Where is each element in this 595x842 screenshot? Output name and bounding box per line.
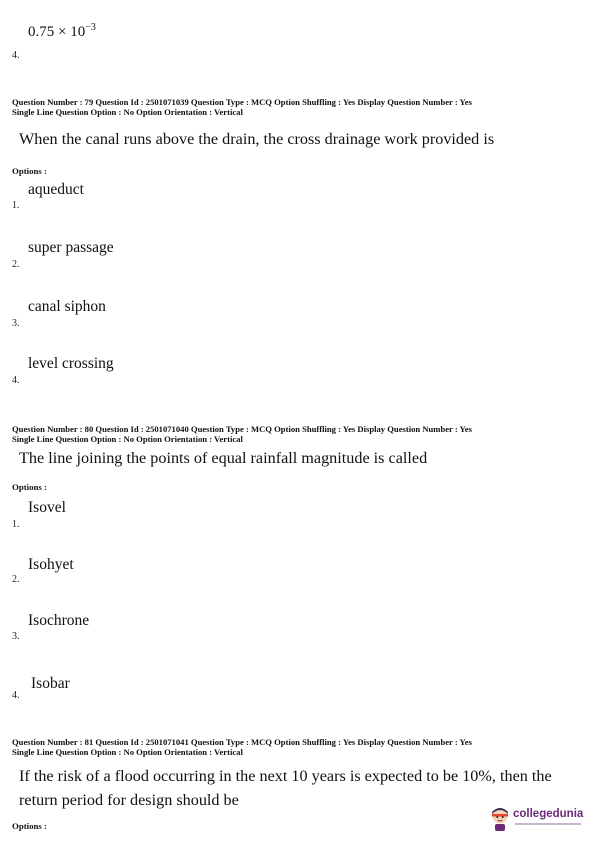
question-meta-line1: Question Number : 79 Question Id : 2501071039 Question Type : MCQ Option Shuffling : Yes Display Question Number : Yes [12, 97, 472, 107]
option-number: 4. [12, 50, 20, 61]
question-meta-line2: Single Line Question Option : No Option Orientation : Vertical [12, 433, 243, 444]
question-meta-line1: Question Number : 80 Question Id : 2501071040 Question Type : MCQ Option Shuffling : Yes Display Question Number : Yes [12, 424, 472, 434]
question-meta-line2: Single Line Question Option : No Option Orientation : Vertical [12, 746, 243, 757]
option-text[interactable]: aqueduct [28, 181, 84, 198]
option-number: 3. [12, 318, 20, 329]
option-number: 4. [12, 690, 20, 701]
question-meta-line2: Single Line Question Option : No Option Orientation : Vertical [12, 106, 243, 117]
collegedunia-logo [489, 804, 587, 834]
previous-answer-option [28, 22, 96, 41]
question-meta [12, 425, 472, 444]
options-label: Options : [12, 821, 47, 831]
option-text[interactable]: Isovel [28, 499, 66, 516]
answer-exponent: −3 [85, 22, 96, 33]
question-text: The line joining the points of equal rainfall magnitude is called [19, 449, 428, 467]
question-meta [12, 738, 472, 757]
option-number: 1. [12, 200, 20, 211]
option-number: 4. [12, 375, 20, 386]
answer-base: 0.75 × 10 [28, 24, 86, 40]
question-meta [12, 98, 472, 117]
options-label: Options : [12, 166, 47, 176]
option-text[interactable]: canal siphon [28, 298, 106, 315]
option-text[interactable]: super passage [28, 239, 114, 256]
tagline-strip [515, 823, 581, 825]
options-label: Options : [12, 482, 47, 492]
mascot-icon [489, 806, 511, 832]
option-text[interactable]: Isohyet [28, 556, 74, 573]
option-number: 2. [12, 259, 20, 270]
question-text: If the risk of a flood occurring in the next 10 years is expected to be 10%, then the return period for design should be [19, 767, 552, 809]
option-text[interactable]: Isobar [31, 675, 70, 692]
brand-name: collegedunia [513, 808, 584, 820]
question-text: When the canal runs above the drain, the cross drainage work provided is [19, 130, 495, 148]
option-text[interactable]: level crossing [28, 355, 114, 372]
option-number: 1. [12, 519, 20, 530]
question-meta-line1: Question Number : 81 Question Id : 2501071041 Question Type : MCQ Option Shuffling : Yes Display Question Number : Yes [12, 737, 472, 747]
option-number: 2. [12, 574, 20, 585]
option-number: 3. [12, 631, 20, 642]
option-text[interactable]: Isochrone [28, 612, 90, 629]
